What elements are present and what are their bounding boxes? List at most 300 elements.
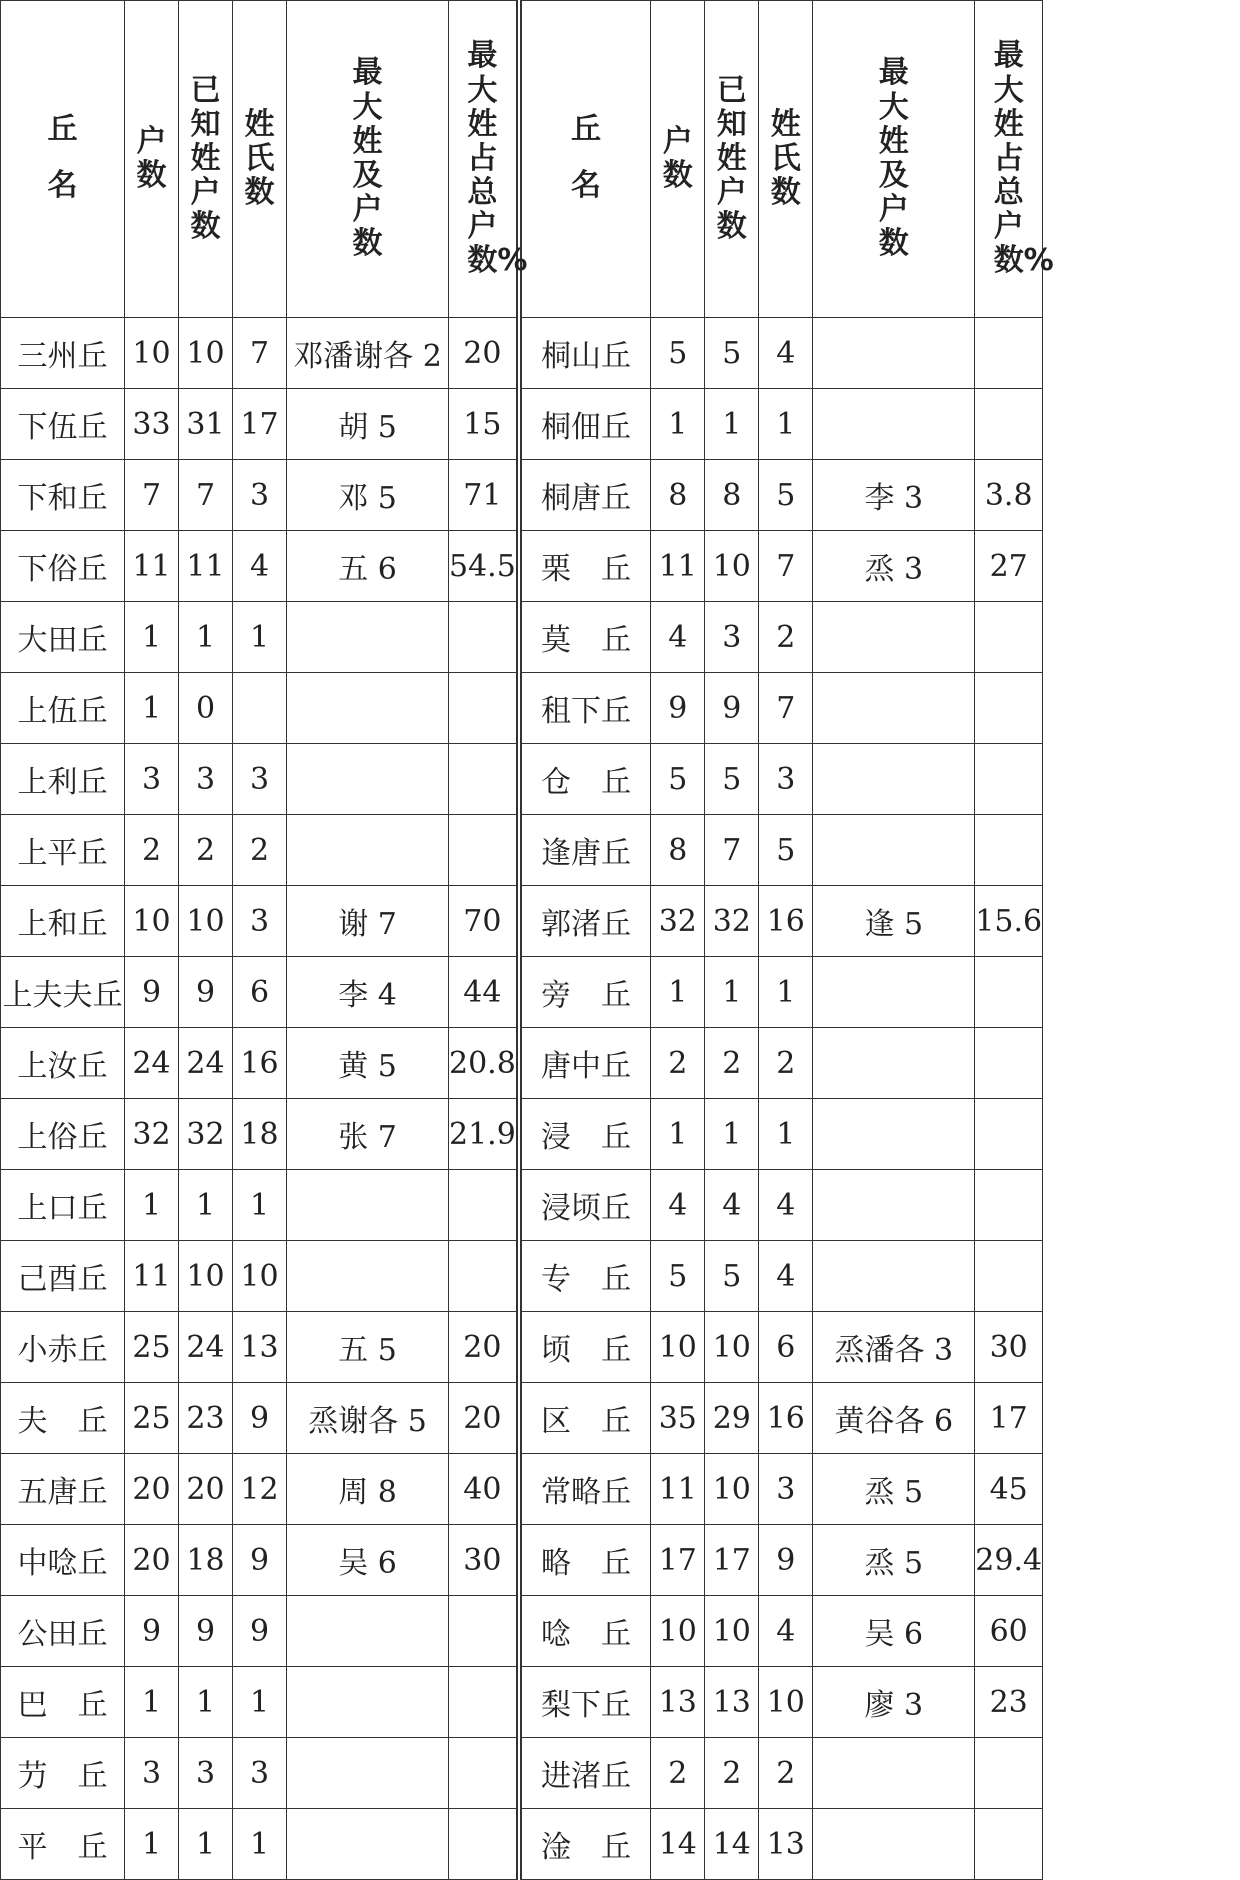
- left-known-households-cell: 0: [179, 673, 233, 744]
- header-top-left: [287, 1, 449, 318]
- right-known-households-cell: 5: [705, 744, 759, 815]
- left-hill-name-cell: 下和丘: [1, 460, 125, 531]
- left-top-surname-pct-cell: [449, 1170, 519, 1241]
- left-surname-count-cell: 3: [233, 460, 287, 531]
- left-hill-name-cell: 上伍丘: [1, 673, 125, 744]
- right-top-surname-pct-cell: [975, 1099, 1043, 1170]
- left-top-surname-cell: 胡 5: [287, 389, 449, 460]
- left-hill-name-cell: 己酉丘: [1, 1241, 125, 1312]
- right-top-surname-pct-cell: [975, 1809, 1043, 1880]
- left-surname-count-cell: 3: [233, 744, 287, 815]
- header-households-right: [651, 1, 705, 318]
- table-row: [1, 1170, 1043, 1241]
- left-top-surname-cell: 吴 6: [287, 1525, 449, 1596]
- right-hill-name-cell: 唸 丘: [519, 1596, 651, 1667]
- header-name-text: [571, 112, 602, 203]
- right-known-households-cell: 14: [705, 1809, 759, 1880]
- left-top-surname-pct-cell: 20: [449, 1312, 519, 1383]
- right-hill-name-cell: 常略丘: [519, 1454, 651, 1525]
- left-hill-name-cell: 夫 丘: [1, 1383, 125, 1454]
- left-hill-name-cell: 巴 丘: [1, 1667, 125, 1738]
- left-hill-name-cell: 公田丘: [1, 1596, 125, 1667]
- right-top-surname-cell: [813, 318, 975, 389]
- left-top-surname-pct-cell: 20: [449, 318, 519, 389]
- left-top-surname-pct-cell: [449, 602, 519, 673]
- right-known-households-cell: 10: [705, 531, 759, 602]
- header-pct-text: 最大姓占总户数%: [467, 38, 528, 279]
- right-surname-count-cell: 6: [759, 1312, 813, 1383]
- right-hill-name-cell: 区 丘: [519, 1383, 651, 1454]
- left-households-cell: 1: [125, 1667, 179, 1738]
- left-surname-count-cell: 18: [233, 1099, 287, 1170]
- right-known-households-cell: 9: [705, 673, 759, 744]
- right-top-surname-cell: 廖 3: [813, 1667, 975, 1738]
- right-households-cell: 1: [651, 1099, 705, 1170]
- table-row: [1, 389, 1043, 460]
- left-top-surname-cell: 周 8: [287, 1454, 449, 1525]
- left-top-surname-pct-cell: [449, 1241, 519, 1312]
- left-top-surname-pct-cell: [449, 815, 519, 886]
- header-pct-text: 最大姓占总户数%: [993, 38, 1054, 279]
- left-hill-name-cell: 大田丘: [1, 602, 125, 673]
- table-row: [1, 957, 1043, 1028]
- header-name-char-1: 丘: [47, 112, 78, 147]
- left-known-households-cell: 7: [179, 460, 233, 531]
- right-top-surname-pct-cell: [975, 389, 1043, 460]
- right-known-households-cell: 10: [705, 1596, 759, 1667]
- right-surname-count-cell: 4: [759, 1241, 813, 1312]
- left-top-surname-cell: [287, 815, 449, 886]
- left-top-surname-cell: [287, 744, 449, 815]
- left-top-surname-cell: [287, 673, 449, 744]
- right-households-cell: 11: [651, 531, 705, 602]
- table-row: [1, 1241, 1043, 1312]
- table-row: [1, 1596, 1043, 1667]
- left-top-surname-cell: [287, 1241, 449, 1312]
- left-known-households-cell: 24: [179, 1028, 233, 1099]
- table-row: [1, 531, 1043, 602]
- left-surname-count-cell: 7: [233, 318, 287, 389]
- left-known-households-cell: 23: [179, 1383, 233, 1454]
- right-surname-count-cell: 5: [759, 815, 813, 886]
- left-top-surname-pct-cell: 71: [449, 460, 519, 531]
- left-hill-name-cell: 上汝丘: [1, 1028, 125, 1099]
- right-known-households-cell: 5: [705, 1241, 759, 1312]
- table-row: [1, 815, 1043, 886]
- right-households-cell: 5: [651, 1241, 705, 1312]
- left-households-cell: 1: [125, 602, 179, 673]
- left-households-cell: 10: [125, 318, 179, 389]
- table-row: [1, 602, 1043, 673]
- right-known-households-cell: 29: [705, 1383, 759, 1454]
- left-known-households-cell: 11: [179, 531, 233, 602]
- left-known-households-cell: 2: [179, 815, 233, 886]
- right-surname-count-cell: 5: [759, 460, 813, 531]
- left-top-surname-pct-cell: 54.5: [449, 531, 519, 602]
- left-households-cell: 20: [125, 1454, 179, 1525]
- right-hill-name-cell: 专 丘: [519, 1241, 651, 1312]
- right-top-surname-pct-cell: 29.4: [975, 1525, 1043, 1596]
- left-top-surname-cell: [287, 1596, 449, 1667]
- right-surname-count-cell: 1: [759, 1099, 813, 1170]
- right-surname-count-cell: 13: [759, 1809, 813, 1880]
- right-households-cell: 4: [651, 1170, 705, 1241]
- left-surname-count-cell: [233, 673, 287, 744]
- right-top-surname-pct-cell: [975, 744, 1043, 815]
- right-households-cell: 10: [651, 1596, 705, 1667]
- right-surname-count-cell: 4: [759, 1170, 813, 1241]
- header-known-left: [179, 1, 233, 318]
- right-top-surname-pct-cell: [975, 602, 1043, 673]
- left-hill-name-cell: 芀 丘: [1, 1738, 125, 1809]
- left-hill-name-cell: 下俗丘: [1, 531, 125, 602]
- right-known-households-cell: 2: [705, 1738, 759, 1809]
- left-top-surname-cell: 李 4: [287, 957, 449, 1028]
- left-hill-name-cell: 三州丘: [1, 318, 125, 389]
- left-top-surname-cell: [287, 602, 449, 673]
- left-households-cell: 9: [125, 1596, 179, 1667]
- right-top-surname-cell: 逢 5: [813, 886, 975, 957]
- table-row: [1, 1099, 1043, 1170]
- right-top-surname-pct-cell: 3.8: [975, 460, 1043, 531]
- right-hill-name-cell: 仓 丘: [519, 744, 651, 815]
- header-name-text: [47, 112, 78, 203]
- left-surname-count-cell: 3: [233, 886, 287, 957]
- table-row: [1, 886, 1043, 957]
- left-hill-name-cell: 上平丘: [1, 815, 125, 886]
- right-top-surname-pct-cell: 30: [975, 1312, 1043, 1383]
- right-top-surname-pct-cell: [975, 1738, 1043, 1809]
- header-households-text: 户数: [662, 123, 693, 193]
- right-surname-count-cell: 2: [759, 1738, 813, 1809]
- left-known-households-cell: 1: [179, 1170, 233, 1241]
- left-hill-name-cell: 下伍丘: [1, 389, 125, 460]
- right-hill-name-cell: 浸 丘: [519, 1099, 651, 1170]
- right-top-surname-cell: 烝 3: [813, 531, 975, 602]
- table-body: [1, 318, 1043, 1880]
- left-top-surname-cell: 烝谢各 5: [287, 1383, 449, 1454]
- right-top-surname-cell: 李 3: [813, 460, 975, 531]
- left-households-cell: 25: [125, 1312, 179, 1383]
- right-surname-count-cell: 2: [759, 1028, 813, 1099]
- right-surname-count-cell: 10: [759, 1667, 813, 1738]
- left-top-surname-pct-cell: 15: [449, 389, 519, 460]
- left-known-households-cell: 3: [179, 1738, 233, 1809]
- right-surname-count-cell: 4: [759, 318, 813, 389]
- left-households-cell: 25: [125, 1383, 179, 1454]
- right-top-surname-cell: 烝 5: [813, 1525, 975, 1596]
- left-surname-count-cell: 4: [233, 531, 287, 602]
- left-hill-name-cell: 上和丘: [1, 886, 125, 957]
- left-known-households-cell: 10: [179, 886, 233, 957]
- header-known-text: 已知姓户数: [190, 72, 221, 245]
- right-hill-name-cell: 旁 丘: [519, 957, 651, 1028]
- table-row: [1, 318, 1043, 389]
- right-hill-name-cell: 顷 丘: [519, 1312, 651, 1383]
- right-households-cell: 9: [651, 673, 705, 744]
- table-row: [1, 673, 1043, 744]
- left-top-surname-cell: 五 6: [287, 531, 449, 602]
- left-top-surname-pct-cell: 21.9: [449, 1099, 519, 1170]
- left-surname-count-cell: 9: [233, 1596, 287, 1667]
- right-households-cell: 1: [651, 389, 705, 460]
- right-hill-name-cell: 逢唐丘: [519, 815, 651, 886]
- right-surname-count-cell: 3: [759, 1454, 813, 1525]
- left-top-surname-cell: [287, 1809, 449, 1880]
- left-hill-name-cell: 五唐丘: [1, 1454, 125, 1525]
- table-row: [1, 460, 1043, 531]
- left-households-cell: 3: [125, 1738, 179, 1809]
- right-top-surname-cell: [813, 1241, 975, 1312]
- right-known-households-cell: 13: [705, 1667, 759, 1738]
- left-top-surname-pct-cell: 44: [449, 957, 519, 1028]
- right-surname-count-cell: 7: [759, 673, 813, 744]
- table-row: [1, 1383, 1043, 1454]
- right-surname-count-cell: 1: [759, 957, 813, 1028]
- right-surname-count-cell: 1: [759, 389, 813, 460]
- header-top-text: 最大姓及户数: [878, 55, 909, 262]
- right-top-surname-pct-cell: 45: [975, 1454, 1043, 1525]
- left-known-households-cell: 1: [179, 602, 233, 673]
- right-surname-count-cell: 3: [759, 744, 813, 815]
- left-households-cell: 32: [125, 1099, 179, 1170]
- left-surname-count-cell: 2: [233, 815, 287, 886]
- right-hill-name-cell: 栗 丘: [519, 531, 651, 602]
- left-households-cell: 1: [125, 673, 179, 744]
- right-top-surname-cell: 烝 5: [813, 1454, 975, 1525]
- left-top-surname-pct-cell: 40: [449, 1454, 519, 1525]
- left-hill-name-cell: 上夫夫丘: [1, 957, 125, 1028]
- left-known-households-cell: 31: [179, 389, 233, 460]
- right-households-cell: 2: [651, 1738, 705, 1809]
- right-known-households-cell: 1: [705, 957, 759, 1028]
- left-known-households-cell: 18: [179, 1525, 233, 1596]
- right-known-households-cell: 1: [705, 1099, 759, 1170]
- header-name-left: [1, 1, 125, 318]
- right-hill-name-cell: 淦 丘: [519, 1809, 651, 1880]
- left-top-surname-pct-cell: [449, 1596, 519, 1667]
- right-known-households-cell: 2: [705, 1028, 759, 1099]
- left-surname-count-cell: 1: [233, 602, 287, 673]
- header-surnames-left: [233, 1, 287, 318]
- right-known-households-cell: 5: [705, 318, 759, 389]
- right-top-surname-pct-cell: 17: [975, 1383, 1043, 1454]
- right-households-cell: 5: [651, 744, 705, 815]
- left-hill-name-cell: 小赤丘: [1, 1312, 125, 1383]
- left-top-surname-cell: [287, 1738, 449, 1809]
- right-top-surname-cell: [813, 744, 975, 815]
- right-top-surname-pct-cell: 27: [975, 531, 1043, 602]
- right-top-surname-cell: 烝潘各 3: [813, 1312, 975, 1383]
- right-top-surname-pct-cell: 60: [975, 1596, 1043, 1667]
- table-row: [1, 1667, 1043, 1738]
- right-top-surname-cell: [813, 1028, 975, 1099]
- left-known-households-cell: 9: [179, 1596, 233, 1667]
- right-households-cell: 1: [651, 957, 705, 1028]
- left-known-households-cell: 1: [179, 1809, 233, 1880]
- right-top-surname-pct-cell: [975, 957, 1043, 1028]
- right-surname-count-cell: 9: [759, 1525, 813, 1596]
- right-top-surname-cell: 黄谷各 6: [813, 1383, 975, 1454]
- right-top-surname-cell: [813, 602, 975, 673]
- left-surname-count-cell: 6: [233, 957, 287, 1028]
- right-known-households-cell: 10: [705, 1454, 759, 1525]
- right-surname-count-cell: 4: [759, 1596, 813, 1667]
- left-top-surname-pct-cell: 70: [449, 886, 519, 957]
- right-top-surname-pct-cell: [975, 1028, 1043, 1099]
- left-known-households-cell: 24: [179, 1312, 233, 1383]
- right-known-households-cell: 3: [705, 602, 759, 673]
- header-pct-right: [975, 1, 1054, 318]
- left-households-cell: 9: [125, 957, 179, 1028]
- header-surnames-right: [759, 1, 813, 318]
- right-hill-name-cell: 桐佃丘: [519, 389, 651, 460]
- right-top-surname-pct-cell: [975, 1241, 1043, 1312]
- left-top-surname-pct-cell: 30: [449, 1525, 519, 1596]
- right-hill-name-cell: 桐唐丘: [519, 460, 651, 531]
- left-top-surname-pct-cell: 20.8: [449, 1028, 519, 1099]
- left-surname-count-cell: 1: [233, 1170, 287, 1241]
- right-households-cell: 2: [651, 1028, 705, 1099]
- left-households-cell: 33: [125, 389, 179, 460]
- right-top-surname-pct-cell: 15.6: [975, 886, 1043, 957]
- left-surname-count-cell: 9: [233, 1525, 287, 1596]
- right-top-surname-pct-cell: [975, 673, 1043, 744]
- right-known-households-cell: 17: [705, 1525, 759, 1596]
- header-row: [1, 1, 1043, 318]
- header-known-text: 已知姓户数: [716, 72, 747, 245]
- left-known-households-cell: 3: [179, 744, 233, 815]
- right-households-cell: 13: [651, 1667, 705, 1738]
- left-households-cell: 10: [125, 886, 179, 957]
- left-top-surname-pct-cell: [449, 1738, 519, 1809]
- right-households-cell: 8: [651, 460, 705, 531]
- left-top-surname-cell: 黄 5: [287, 1028, 449, 1099]
- right-hill-name-cell: 租下丘: [519, 673, 651, 744]
- left-top-surname-cell: 五 5: [287, 1312, 449, 1383]
- right-top-surname-pct-cell: [975, 1170, 1043, 1241]
- right-top-surname-pct-cell: [975, 318, 1043, 389]
- table-row: [1, 1028, 1043, 1099]
- right-top-surname-cell: 吴 6: [813, 1596, 975, 1667]
- right-hill-name-cell: 浸顷丘: [519, 1170, 651, 1241]
- left-known-households-cell: 1: [179, 1667, 233, 1738]
- right-surname-count-cell: 7: [759, 531, 813, 602]
- left-known-households-cell: 10: [179, 318, 233, 389]
- left-households-cell: 7: [125, 460, 179, 531]
- right-households-cell: 17: [651, 1525, 705, 1596]
- header-name-char-2: 名: [47, 168, 78, 203]
- left-known-households-cell: 10: [179, 1241, 233, 1312]
- right-top-surname-cell: [813, 389, 975, 460]
- left-households-cell: 20: [125, 1525, 179, 1596]
- left-top-surname-cell: [287, 1667, 449, 1738]
- right-top-surname-cell: [813, 1099, 975, 1170]
- table-row: [1, 744, 1043, 815]
- header-surnames-text: 姓氏数: [770, 106, 801, 211]
- right-hill-name-cell: 郭渚丘: [519, 886, 651, 957]
- header-name-right: [519, 1, 651, 318]
- table-row: [1, 1525, 1043, 1596]
- left-top-surname-pct-cell: [449, 1809, 519, 1880]
- header-top-right: [813, 1, 975, 318]
- left-surname-count-cell: 1: [233, 1667, 287, 1738]
- left-top-surname-cell: 邓潘谢各 2: [287, 318, 449, 389]
- left-hill-name-cell: 上利丘: [1, 744, 125, 815]
- left-hill-name-cell: 平 丘: [1, 1809, 125, 1880]
- right-surname-count-cell: 2: [759, 602, 813, 673]
- left-hill-name-cell: 上俗丘: [1, 1099, 125, 1170]
- table-row: [1, 1738, 1043, 1809]
- header-top-text: 最大姓及户数: [352, 55, 383, 262]
- right-known-households-cell: 8: [705, 460, 759, 531]
- left-top-surname-cell: [287, 1170, 449, 1241]
- left-surname-count-cell: 16: [233, 1028, 287, 1099]
- right-known-households-cell: 4: [705, 1170, 759, 1241]
- left-hill-name-cell: 上口丘: [1, 1170, 125, 1241]
- left-surname-count-cell: 3: [233, 1738, 287, 1809]
- right-top-surname-cell: [813, 1809, 975, 1880]
- left-households-cell: 11: [125, 531, 179, 602]
- left-surname-count-cell: 1: [233, 1809, 287, 1880]
- right-top-surname-cell: [813, 815, 975, 886]
- right-households-cell: 35: [651, 1383, 705, 1454]
- right-hill-name-cell: 莫 丘: [519, 602, 651, 673]
- header-surnames-text: 姓氏数: [244, 106, 275, 211]
- right-surname-count-cell: 16: [759, 886, 813, 957]
- left-surname-count-cell: 13: [233, 1312, 287, 1383]
- header-name-char-1: 丘: [571, 112, 602, 147]
- right-top-surname-cell: [813, 957, 975, 1028]
- right-known-households-cell: 7: [705, 815, 759, 886]
- right-known-households-cell: 10: [705, 1312, 759, 1383]
- left-households-cell: 11: [125, 1241, 179, 1312]
- header-pct-left: [449, 1, 528, 318]
- table-row: [1, 1809, 1043, 1880]
- left-top-surname-pct-cell: [449, 673, 519, 744]
- right-hill-name-cell: 桐山丘: [519, 318, 651, 389]
- left-top-surname-cell: 邓 5: [287, 460, 449, 531]
- left-surname-count-cell: 12: [233, 1454, 287, 1525]
- header-name-char-2: 名: [571, 168, 602, 203]
- left-surname-count-cell: 17: [233, 389, 287, 460]
- right-hill-name-cell: 唐中丘: [519, 1028, 651, 1099]
- left-households-cell: 2: [125, 815, 179, 886]
- left-top-surname-cell: 谢 7: [287, 886, 449, 957]
- left-households-cell: 3: [125, 744, 179, 815]
- header-households-text: 户数: [136, 123, 167, 193]
- right-top-surname-cell: [813, 1170, 975, 1241]
- left-known-households-cell: 9: [179, 957, 233, 1028]
- right-top-surname-cell: [813, 673, 975, 744]
- right-known-households-cell: 1: [705, 389, 759, 460]
- left-top-surname-pct-cell: 20: [449, 1383, 519, 1454]
- right-top-surname-pct-cell: [975, 815, 1043, 886]
- right-households-cell: 32: [651, 886, 705, 957]
- left-top-surname-pct-cell: [449, 744, 519, 815]
- right-households-cell: 10: [651, 1312, 705, 1383]
- right-hill-name-cell: 梨下丘: [519, 1667, 651, 1738]
- right-top-surname-pct-cell: 23: [975, 1667, 1043, 1738]
- right-households-cell: 4: [651, 602, 705, 673]
- right-hill-name-cell: 进渚丘: [519, 1738, 651, 1809]
- right-households-cell: 14: [651, 1809, 705, 1880]
- left-surname-count-cell: 10: [233, 1241, 287, 1312]
- right-households-cell: 8: [651, 815, 705, 886]
- right-households-cell: 11: [651, 1454, 705, 1525]
- right-hill-name-cell: 略 丘: [519, 1525, 651, 1596]
- right-households-cell: 5: [651, 318, 705, 389]
